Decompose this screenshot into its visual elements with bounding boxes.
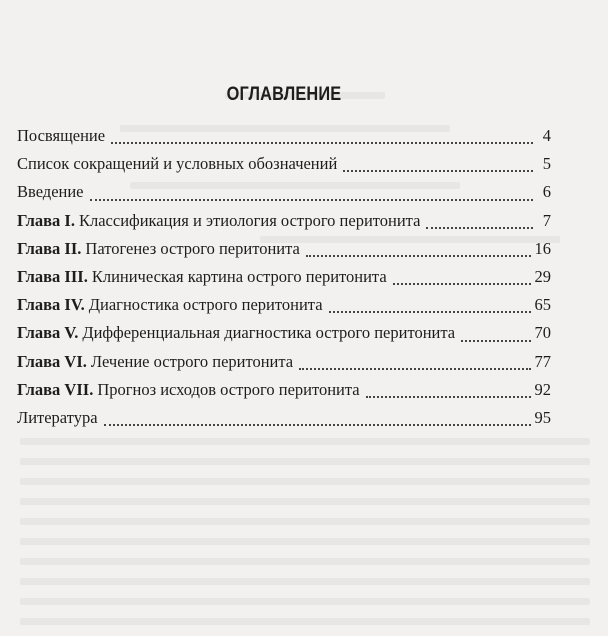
toc-entry <box>17 319 551 347</box>
toc-entry-title: Посвящение <box>17 126 106 145</box>
toc-entry <box>17 178 551 206</box>
toc-entry <box>17 122 551 150</box>
page-title: ОГЛАВЛЕНИЕ <box>226 84 342 105</box>
toc-entry-title: Дифференциальная диагностика острого перитонита <box>82 323 456 343</box>
toc-chapter-number: Глава V. <box>17 323 79 343</box>
toc-page-number: 77 <box>534 351 551 371</box>
dot-leader <box>329 311 531 313</box>
toc-entry <box>17 263 551 291</box>
toc-page-number: 95 <box>534 407 551 427</box>
toc-entry-label <box>17 122 105 150</box>
dot-leader <box>426 227 533 229</box>
toc-entry-label <box>17 319 455 347</box>
dot-leader <box>90 199 533 201</box>
toc-entry-title: Список сокращений и условных обозначений <box>17 154 338 174</box>
toc-page-number: 92 <box>534 379 551 399</box>
toc-page-number: 5 <box>542 154 551 174</box>
toc-chapter-number: Глава III. <box>17 266 88 286</box>
toc-entry-label <box>17 348 293 376</box>
toc-chapter-number: Глава VI. <box>17 351 87 371</box>
toc-entry-label <box>17 150 337 178</box>
table-of-contents <box>17 122 551 432</box>
toc-entry-title: Патогенез острого перитонита <box>85 238 300 258</box>
toc-entry <box>17 404 551 432</box>
toc-entry-label <box>17 376 360 404</box>
toc-chapter-number: Глава II. <box>17 238 82 258</box>
dot-leader <box>299 368 530 370</box>
toc-entry <box>17 150 551 178</box>
dot-leader <box>306 255 531 257</box>
toc-page-number: 29 <box>534 266 551 286</box>
dot-leader <box>461 340 530 342</box>
toc-entry-label <box>17 404 98 432</box>
toc-entry-label <box>17 263 387 291</box>
toc-entry-title: Диагностика острого перитонита <box>88 295 323 315</box>
toc-page-number: 16 <box>534 238 551 258</box>
toc-entry-title: Лечение острого перитонита <box>90 351 294 371</box>
toc-entry-title: Литература <box>17 407 98 427</box>
toc-entry <box>17 207 551 235</box>
dot-leader <box>366 396 531 398</box>
toc-entry <box>17 376 551 404</box>
toc-chapter-number: Глава I. <box>17 210 75 230</box>
toc-entry-title: Введение <box>17 182 84 202</box>
toc-page-number: 6 <box>542 182 551 202</box>
dot-leader <box>393 283 531 285</box>
dot-leader <box>111 142 533 144</box>
dot-leader <box>343 170 533 172</box>
toc-entry-label <box>17 235 300 263</box>
dot-leader <box>104 424 531 426</box>
toc-entry <box>17 348 551 376</box>
toc-page-number: 4 <box>542 126 551 145</box>
toc-chapter-number: Глава IV. <box>17 295 85 315</box>
toc-entry-title: Клиническая картина острого перитонита <box>91 266 387 286</box>
toc-entry <box>17 235 551 263</box>
toc-entry <box>17 291 551 319</box>
toc-page-number: 65 <box>534 295 551 315</box>
toc-chapter-number: Глава VII. <box>17 379 94 399</box>
toc-entry-label <box>17 178 84 206</box>
toc-page-number: 7 <box>542 210 551 230</box>
toc-entry-title: Классификация и этиология острого перитонита <box>78 210 421 230</box>
toc-entry-label <box>17 207 420 235</box>
toc-entry-title: Прогноз исходов острого перитонита <box>97 379 360 399</box>
toc-page-number: 70 <box>534 323 551 343</box>
toc-entry-label <box>17 291 323 319</box>
